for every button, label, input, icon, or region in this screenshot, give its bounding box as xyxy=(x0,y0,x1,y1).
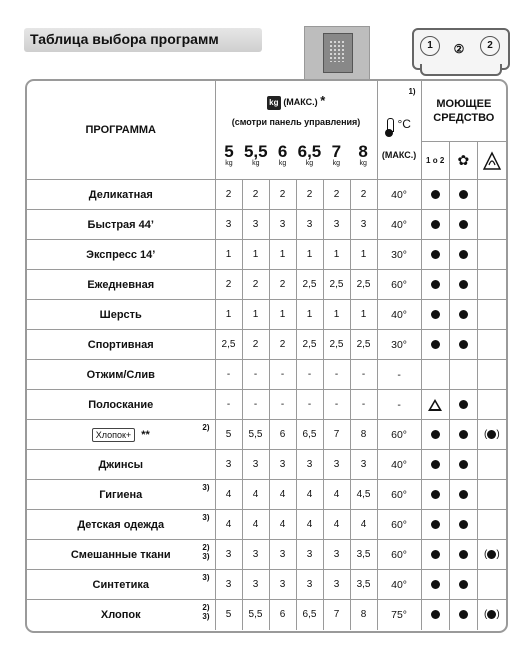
detergent-cell-d3: ( ) xyxy=(477,420,506,450)
detergent-cell-d1 xyxy=(421,420,449,450)
detergent-cell-d1 xyxy=(421,540,449,570)
table-row xyxy=(27,300,506,330)
load-cell: 3 xyxy=(215,450,242,480)
dot-icon xyxy=(431,250,440,259)
load-cell: 4,5 xyxy=(350,480,377,510)
table-row xyxy=(27,600,506,630)
temp-cell: 30° xyxy=(377,240,421,270)
load-unit: kg xyxy=(225,160,233,167)
detergent-cell-d3: ( ) xyxy=(477,540,506,570)
temp-cell: 40° xyxy=(377,300,421,330)
load-cell: 3 xyxy=(323,450,350,480)
detergent-cell-d3 xyxy=(477,300,506,330)
load-cell: 6,5 xyxy=(296,420,323,450)
table-row xyxy=(27,420,506,450)
dot-icon xyxy=(459,340,468,349)
table-row xyxy=(27,510,506,540)
load-cell: 1 xyxy=(215,240,242,270)
dot-icon xyxy=(459,220,468,229)
optional-dot-icon xyxy=(487,610,496,619)
load-value: 8 xyxy=(358,142,368,161)
program-table xyxy=(27,81,506,630)
load-cell: 7 xyxy=(323,420,350,450)
temp-cell: - xyxy=(377,360,421,390)
temp-unit: °C xyxy=(397,117,411,131)
load-cell: 1 xyxy=(269,300,296,330)
program-cell xyxy=(27,240,215,270)
load-value: 7 xyxy=(331,142,342,161)
program-cell xyxy=(27,390,215,420)
load-cell: 3,5 xyxy=(350,570,377,600)
program-name: Быстрая 44’ xyxy=(87,218,154,231)
load-cell: 4 xyxy=(269,510,296,540)
load-cell: 3 xyxy=(350,450,377,480)
page-title: Таблица выбора программ xyxy=(30,31,219,47)
load-cell: 4 xyxy=(350,510,377,540)
load-cell: 1 xyxy=(350,300,377,330)
load-cell: 3 xyxy=(215,570,242,600)
load-value: 5,5 xyxy=(243,142,268,161)
optional-dot-icon xyxy=(487,550,496,559)
detergent-cell-d1 xyxy=(421,300,449,330)
program-footnote: 2) 3) xyxy=(202,603,210,621)
load-cell: - xyxy=(350,390,377,420)
program-cell xyxy=(27,450,215,480)
load-cell: - xyxy=(323,390,350,420)
table-row xyxy=(27,360,506,390)
load-cell: 2 xyxy=(350,180,377,210)
table-row xyxy=(27,570,506,600)
load-cell: 2 xyxy=(323,180,350,210)
detergent-cell-d1 xyxy=(421,480,449,510)
load-header xyxy=(215,81,377,180)
detergent-cell-d2 xyxy=(449,270,477,300)
dot-icon xyxy=(431,490,440,499)
detergent-cell-d1 xyxy=(421,210,449,240)
detergent-cell-d1 xyxy=(421,450,449,480)
temp-cell: - xyxy=(377,390,421,420)
dot-icon xyxy=(459,430,468,439)
load-cell: 8 xyxy=(350,600,377,630)
load-cell: - xyxy=(296,360,323,390)
temp-cell: 60° xyxy=(377,540,421,570)
load-unit: kg xyxy=(305,160,314,167)
load-cell: 3 xyxy=(242,450,269,480)
program-cell xyxy=(27,300,215,330)
program-cell xyxy=(27,510,215,540)
load-cell: 5 xyxy=(215,420,242,450)
dot-icon xyxy=(459,520,468,529)
temp-footnote: 1) xyxy=(408,87,416,96)
temp-cell: 60° xyxy=(377,480,421,510)
temp-header xyxy=(377,81,421,180)
detergent-cell-d1 xyxy=(421,360,449,390)
detergent-cell-d1 xyxy=(421,270,449,300)
load-cell: 7 xyxy=(323,600,350,630)
dot-icon xyxy=(459,550,468,559)
load-header-3 xyxy=(296,133,323,179)
load-cell: 1 xyxy=(296,240,323,270)
load-cell: - xyxy=(215,390,242,420)
program-name: Полоскание xyxy=(88,398,154,411)
dispenser-diagram xyxy=(412,28,510,70)
detergent-cell-d1 xyxy=(421,390,449,420)
program-footnote: 2) xyxy=(202,423,210,432)
load-cell: 3 xyxy=(269,570,296,600)
load-value: 6,5 xyxy=(297,142,322,161)
dot-icon xyxy=(459,310,468,319)
detergent-cell-d3 xyxy=(477,270,506,300)
detergent-cell-d2 xyxy=(449,330,477,360)
program-name: Детская одежда xyxy=(77,518,165,531)
load-cell: 2 xyxy=(242,180,269,210)
detergent-cell-d2 xyxy=(449,480,477,510)
detergent-cell-d3 xyxy=(477,480,506,510)
program-cell xyxy=(27,210,215,240)
program-cell xyxy=(27,600,215,630)
load-unit: kg xyxy=(252,160,260,167)
detergent-cell-d1 xyxy=(421,330,449,360)
load-cell: 3 xyxy=(296,540,323,570)
load-cell: 2 xyxy=(215,270,242,300)
drawer-image xyxy=(323,33,353,73)
program-footnote: 3) xyxy=(202,573,210,582)
load-cell: 8 xyxy=(350,420,377,450)
load-cell: 1 xyxy=(350,240,377,270)
temp-cell: 40° xyxy=(377,570,421,600)
dot-icon xyxy=(431,550,440,559)
load-cell: - xyxy=(242,360,269,390)
load-cell: 4 xyxy=(296,510,323,540)
temp-cell: 40° xyxy=(377,450,421,480)
load-cell: 1 xyxy=(296,300,323,330)
detergent-cell-d3 xyxy=(477,180,506,210)
load-cell: 1 xyxy=(323,300,350,330)
program-cell xyxy=(27,270,215,300)
load-cell: 5,5 xyxy=(242,600,269,630)
load-unit: kg xyxy=(278,160,287,167)
load-cell: 1 xyxy=(242,300,269,330)
dot-icon xyxy=(431,460,440,469)
dot-icon xyxy=(431,520,440,529)
load-cell: 2,5 xyxy=(296,330,323,360)
detergent-cell-d2 xyxy=(449,390,477,420)
dot-icon xyxy=(431,190,440,199)
load-cell: 4 xyxy=(323,510,350,540)
program-name: Шерсть xyxy=(99,308,142,321)
header-row xyxy=(27,81,506,180)
dispenser-slot-3: 2 xyxy=(480,36,500,56)
load-cell: 6 xyxy=(269,420,296,450)
detergent-cell-d2 xyxy=(449,240,477,270)
load-cell: 1 xyxy=(242,240,269,270)
load-cell: 3 xyxy=(242,570,269,600)
max-label: (МАКС.) xyxy=(283,97,318,108)
program-cell xyxy=(27,330,215,360)
load-cell: 2,5 xyxy=(350,330,377,360)
load-cell: 2 xyxy=(215,180,242,210)
detergent-cell-d2 xyxy=(449,360,477,390)
load-cell: 3 xyxy=(269,540,296,570)
table-row xyxy=(27,210,506,240)
bleach-icon xyxy=(478,142,506,179)
load-cell: 3 xyxy=(215,210,242,240)
dot-icon xyxy=(431,310,440,319)
dot-icon xyxy=(459,190,468,199)
detergent-cell-d2 xyxy=(449,300,477,330)
dispenser-slot-1: 1 xyxy=(420,36,440,56)
temp-cell: 75° xyxy=(377,600,421,630)
detergent-cell-d1 xyxy=(421,570,449,600)
program-name: Отжим/Слив xyxy=(86,368,155,381)
load-cell: 3 xyxy=(296,450,323,480)
load-cell: 5 xyxy=(215,600,242,630)
load-cell: - xyxy=(242,390,269,420)
load-unit: kg xyxy=(359,160,367,167)
load-cell: - xyxy=(269,390,296,420)
load-cell: 2,5 xyxy=(215,330,242,360)
load-cell: - xyxy=(323,360,350,390)
load-cell: 3 xyxy=(269,450,296,480)
flower-icon: ✿ xyxy=(450,142,478,179)
table-row xyxy=(27,450,506,480)
optional-dot-icon xyxy=(487,430,496,439)
load-cell: 4 xyxy=(215,480,242,510)
program-name: Смешанные ткани xyxy=(70,548,171,561)
load-cell: 1 xyxy=(323,240,350,270)
detergent-cell-d2 xyxy=(449,210,477,240)
dot-icon xyxy=(431,280,440,289)
detergent-cell-d3 xyxy=(477,570,506,600)
temp-cell: 40° xyxy=(377,180,421,210)
load-cell: 2 xyxy=(269,270,296,300)
table-row xyxy=(27,240,506,270)
load-header-2 xyxy=(269,133,296,179)
load-unit: kg xyxy=(332,160,340,167)
load-cell: 2,5 xyxy=(296,270,323,300)
max-star: * xyxy=(320,93,326,109)
detergent-cell-d2 xyxy=(449,570,477,600)
temp-cell: 60° xyxy=(377,270,421,300)
load-cell: 6 xyxy=(269,600,296,630)
dispenser-slot-2: ② xyxy=(453,42,465,56)
temp-cell: 40° xyxy=(377,210,421,240)
detergent-header xyxy=(421,81,506,180)
program-footnote: 2) 3) xyxy=(202,543,210,561)
program-cell xyxy=(27,420,215,450)
program-header xyxy=(27,81,215,180)
load-header-4 xyxy=(323,133,350,179)
load-cell: 3 xyxy=(215,540,242,570)
load-cell: 2,5 xyxy=(323,330,350,360)
load-cell: 3 xyxy=(242,540,269,570)
detergent-drawer-photo xyxy=(304,26,370,80)
load-cell: 6,5 xyxy=(296,600,323,630)
program-name: Гигиена xyxy=(99,488,143,501)
load-cell: 1 xyxy=(269,240,296,270)
program-name: Спортивная xyxy=(87,338,154,351)
detergent-cell-d2 xyxy=(449,510,477,540)
program-name: Джинсы xyxy=(98,458,144,471)
dot-icon xyxy=(459,460,468,469)
load-cell: 2,5 xyxy=(323,270,350,300)
load-cell: - xyxy=(296,390,323,420)
detergent-cell-d1 xyxy=(421,600,449,630)
load-cell: - xyxy=(350,360,377,390)
detergent-cell-d2 xyxy=(449,540,477,570)
detergent-cell-d3 xyxy=(477,360,506,390)
temp-cell: 30° xyxy=(377,330,421,360)
weight-icon: kg xyxy=(267,96,281,110)
dot-icon xyxy=(431,610,440,619)
load-cell: 1 xyxy=(215,300,242,330)
load-cell: 4 xyxy=(242,480,269,510)
detergent-cell-d1 xyxy=(421,510,449,540)
temp-max-label: (МАКС.) xyxy=(381,149,417,160)
detergent-cell-d3 xyxy=(477,210,506,240)
program-name: Хлопок+ xyxy=(92,428,135,442)
table-row xyxy=(27,330,506,360)
load-cell: 4 xyxy=(323,480,350,510)
detergent-cell-d3 xyxy=(477,450,506,480)
detergent-cell-d1 xyxy=(421,240,449,270)
load-value: 5 xyxy=(224,142,234,161)
dot-icon xyxy=(459,280,468,289)
load-cell: 4 xyxy=(242,510,269,540)
main-wash-column-header: 1 o 2 xyxy=(422,142,450,179)
load-cell: 3 xyxy=(323,210,350,240)
load-cell: 3 xyxy=(350,210,377,240)
dot-icon xyxy=(459,580,468,589)
program-cell xyxy=(27,570,215,600)
load-cell: 2 xyxy=(242,330,269,360)
table-row xyxy=(27,390,506,420)
detergent-cell-d3 xyxy=(477,330,506,360)
load-cell: 3 xyxy=(296,570,323,600)
load-cell: - xyxy=(215,360,242,390)
load-cell: 3 xyxy=(296,210,323,240)
program-footnote: 3) xyxy=(202,513,210,522)
load-cell: 4 xyxy=(296,480,323,510)
detergent-cell-d3 xyxy=(477,240,506,270)
dot-icon xyxy=(459,490,468,499)
load-header-5 xyxy=(350,133,377,179)
load-cell: - xyxy=(269,360,296,390)
dot-icon xyxy=(431,580,440,589)
load-cell: 2 xyxy=(242,270,269,300)
temp-cell: 60° xyxy=(377,510,421,540)
dot-icon xyxy=(431,430,440,439)
detergent-cell-d2 xyxy=(449,450,477,480)
dot-icon xyxy=(431,220,440,229)
load-cell: 4 xyxy=(269,480,296,510)
program-name: Ежедневная xyxy=(87,278,155,291)
program-cell xyxy=(27,180,215,210)
dot-icon xyxy=(459,610,468,619)
program-cell xyxy=(27,480,215,510)
table-row xyxy=(27,480,506,510)
temp-cell: 60° xyxy=(377,420,421,450)
load-cell: 3,5 xyxy=(350,540,377,570)
program-name: Деликатная xyxy=(88,188,153,201)
dot-icon xyxy=(459,400,468,409)
dot-icon xyxy=(459,250,468,259)
program-suffix: ** xyxy=(141,428,150,441)
detergent-cell-d2 xyxy=(449,600,477,630)
load-cell: 2,5 xyxy=(350,270,377,300)
load-header-0 xyxy=(216,133,243,179)
triangle-icon xyxy=(428,399,442,411)
table-row xyxy=(27,270,506,300)
table-row xyxy=(27,540,506,570)
load-cell: 4 xyxy=(215,510,242,540)
load-cell: 3 xyxy=(242,210,269,240)
detergent-cell-d3: ( ) xyxy=(477,600,506,630)
program-name: Хлопок xyxy=(100,608,141,621)
program-header-label: ПРОГРАММА xyxy=(85,124,156,136)
detergent-cell-d3 xyxy=(477,390,506,420)
program-cell xyxy=(27,540,215,570)
detergent-label: МОЮЩЕЕ СРЕДСТВО xyxy=(433,98,495,124)
detergent-cell-d2 xyxy=(449,180,477,210)
table-row xyxy=(27,180,506,210)
load-header-1 xyxy=(242,133,269,179)
panel-note: (смотри панель управления) xyxy=(231,116,361,127)
detergent-cell-d2 xyxy=(449,420,477,450)
load-cell: 3 xyxy=(269,210,296,240)
program-table-frame xyxy=(25,79,508,633)
program-name: Экспресс 14’ xyxy=(86,248,156,261)
detergent-cell-d3 xyxy=(477,510,506,540)
program-name: Синтетика xyxy=(92,578,149,591)
thermometer-icon xyxy=(387,118,394,132)
load-cell: 2 xyxy=(269,330,296,360)
program-footnote: 3) xyxy=(202,483,210,492)
detergent-cell-d1 xyxy=(421,180,449,210)
load-cell: 3 xyxy=(323,540,350,570)
program-cell xyxy=(27,360,215,390)
dot-icon xyxy=(431,340,440,349)
load-cell: 5,5 xyxy=(242,420,269,450)
load-cell: 3 xyxy=(323,570,350,600)
load-cell: 2 xyxy=(296,180,323,210)
load-value: 6 xyxy=(277,142,288,161)
load-cell: 2 xyxy=(269,180,296,210)
